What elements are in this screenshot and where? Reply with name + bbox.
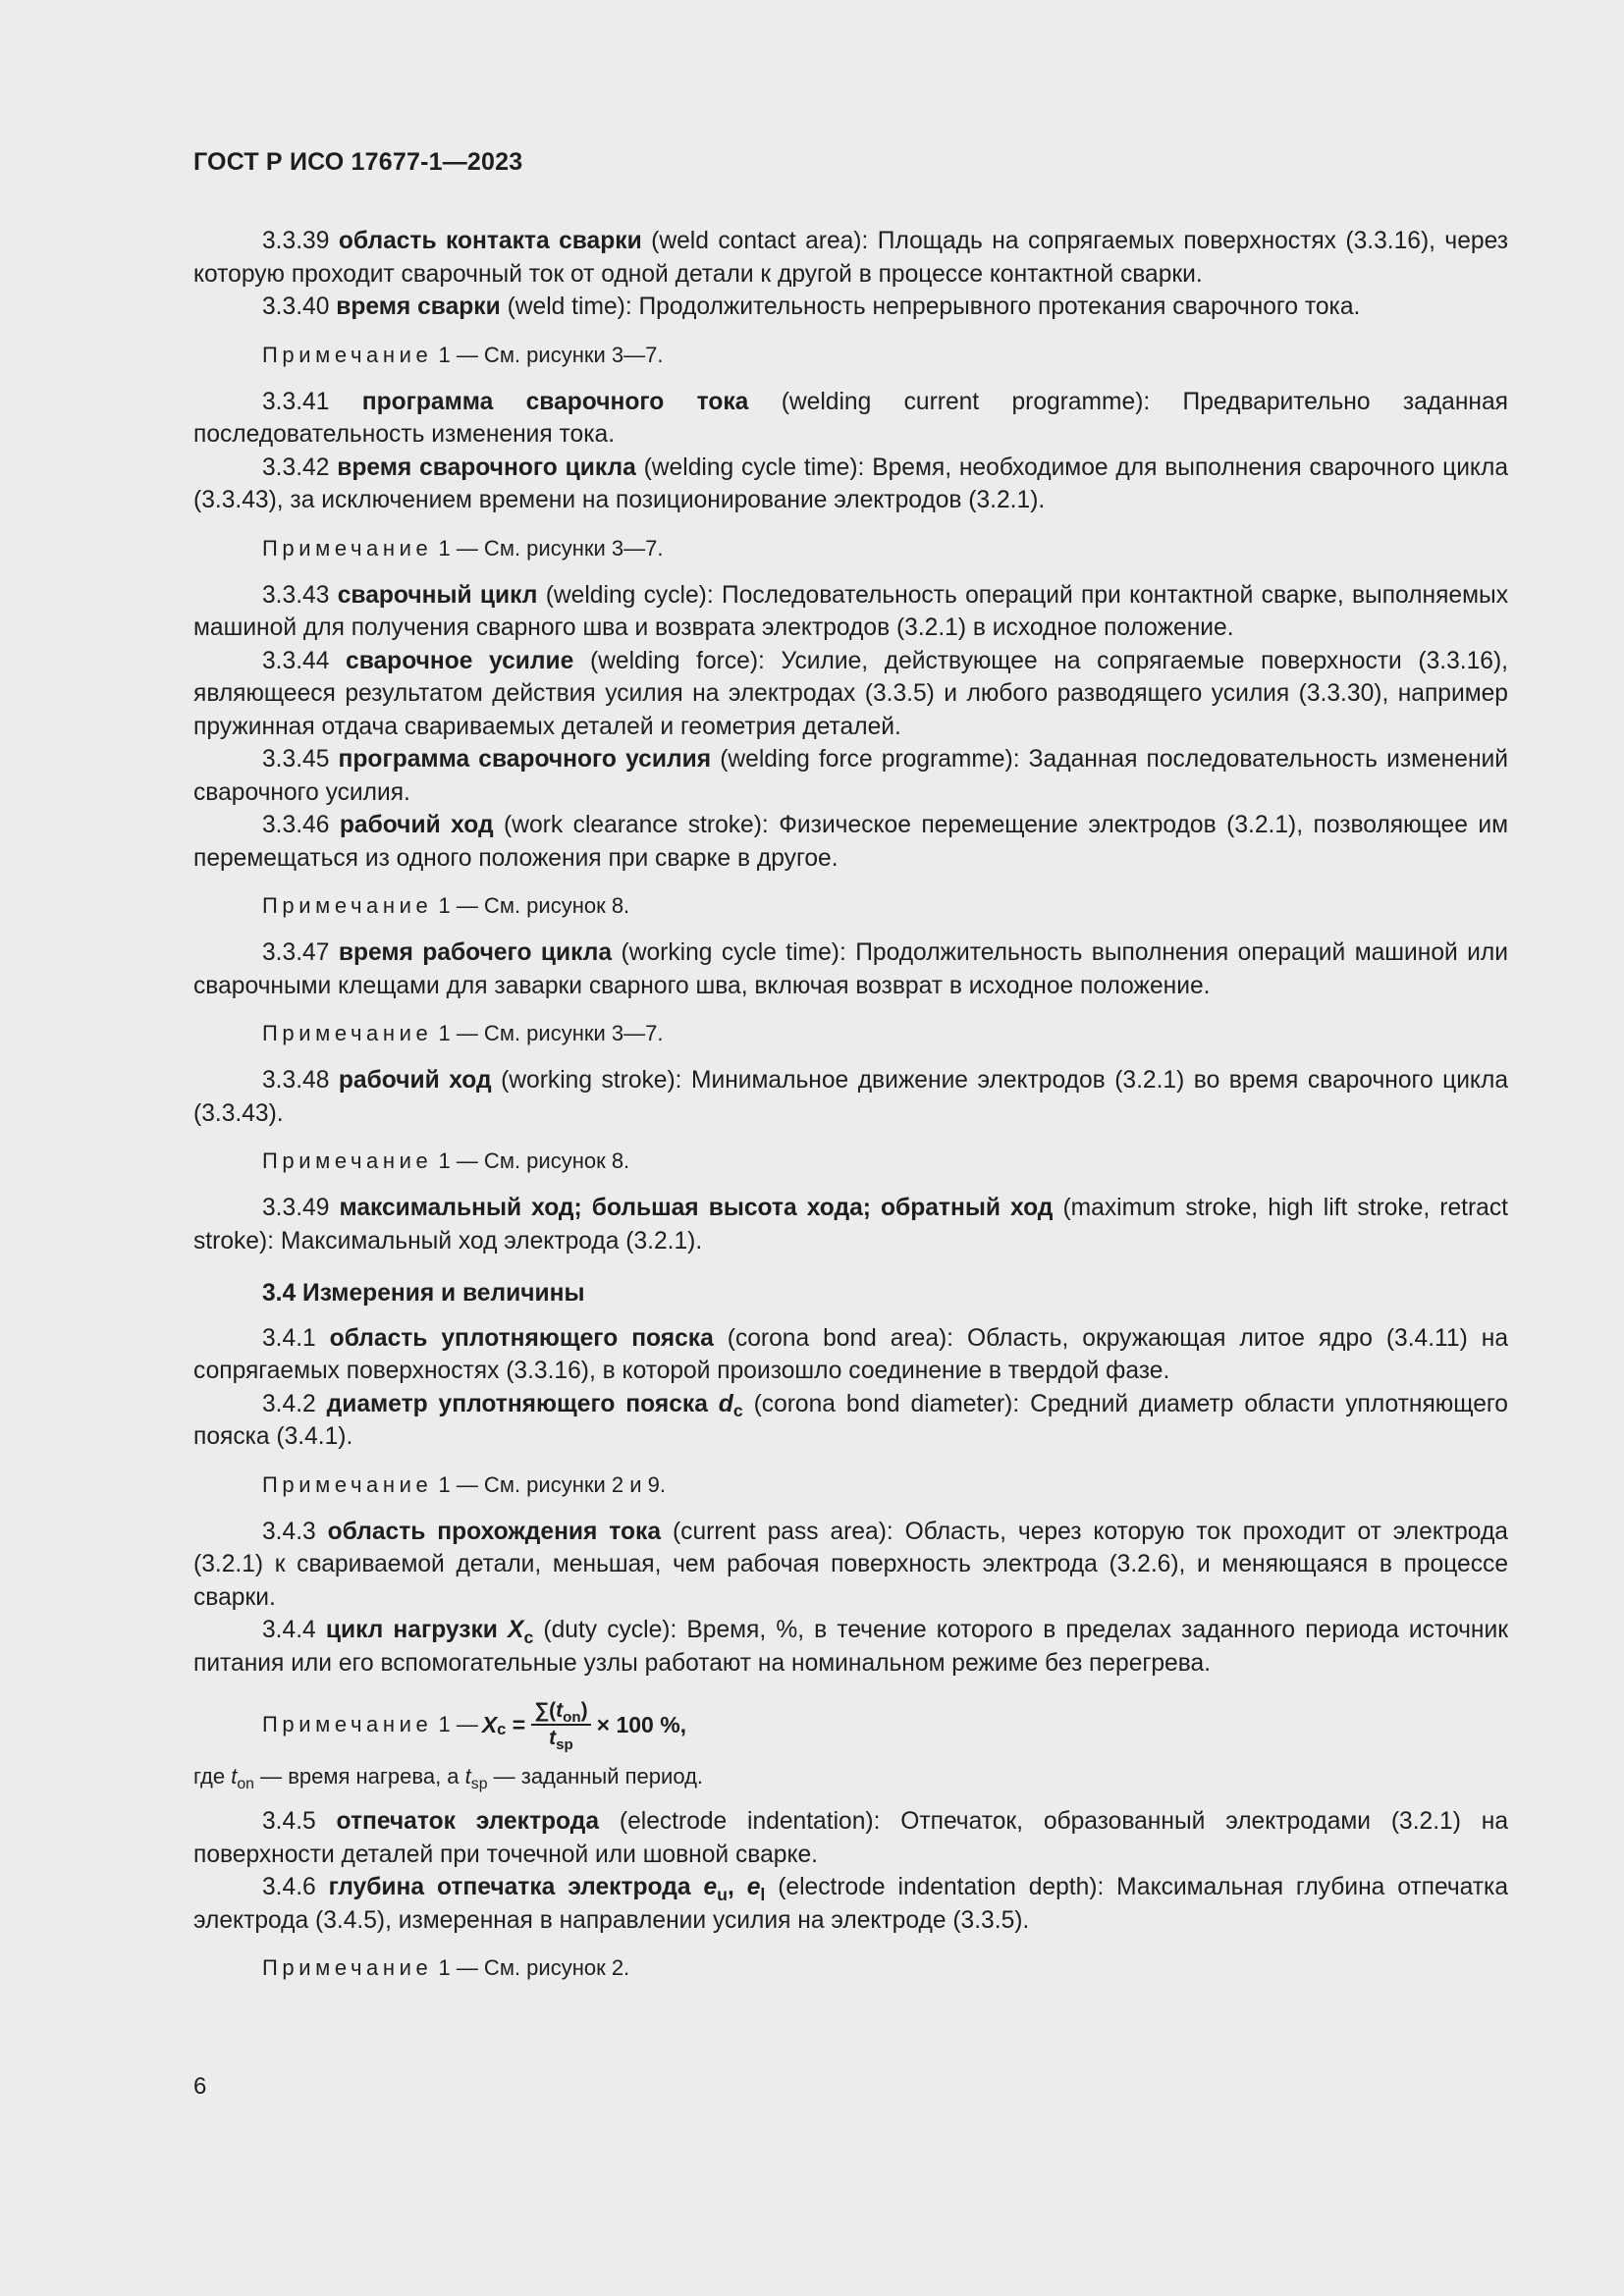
formula-rhs: × 100 %, (596, 1712, 687, 1737)
denominator-subscript: sp (556, 1735, 573, 1753)
term-3-4-5 (193, 1805, 1508, 1871)
term-name: рабочий ход (339, 812, 494, 838)
term-name: область прохождения тока (327, 1518, 662, 1545)
term-3-3-42 (193, 452, 1508, 517)
fraction-denominator (549, 1726, 573, 1753)
term-symbol: d (718, 1390, 733, 1417)
term-symbol-subscript: c (732, 1401, 743, 1421)
term-3-3-43 (193, 579, 1508, 645)
symbol-separator: , (727, 1874, 734, 1900)
term-definition: (working cycle time): Продолжительность выполнения операций машиной или сварочными клещами для заварки сварного шва, включая возврат в исходное положение. (193, 939, 1508, 999)
term-definition: (duty cycle): Время, %, в течение которого в пределах заданного периода источник питания или его вспомогательные узлы работают на номинальном режиме без перегрева. (193, 1617, 1508, 1677)
term-name: цикл нагрузки (325, 1617, 498, 1643)
term-3-3-48 (193, 1064, 1508, 1130)
legend-text: — заданный период. (493, 1764, 704, 1789)
section-heading: 3.4 Измерения и величины (262, 1280, 585, 1307)
note-text: 1 — См. рисунок 8. (438, 893, 630, 918)
term-symbol: X (508, 1617, 524, 1643)
note (262, 891, 1508, 921)
term-symbol-subscript: c (523, 1627, 534, 1647)
closing-paren: ) (580, 1699, 588, 1722)
term-name: сварочное усилие (346, 647, 574, 674)
formula-note (262, 1699, 1508, 1753)
formula-fraction (531, 1699, 590, 1753)
term-number: 3.3.45 (262, 746, 330, 773)
note (262, 341, 1508, 370)
term-number: 3.3.44 (262, 647, 330, 674)
term-name: область уплотняющего пояска (329, 1324, 714, 1352)
term-definition: (corona bond area): Область, окружающая литое ядро (3.4.11) на сопрягаемых поверхностях (3.3.16), в которой произошло соединение в твердой фазе. (193, 1324, 1508, 1384)
legend-text: где (193, 1764, 226, 1789)
term-number: 3.3.42 (262, 454, 330, 481)
note-text: 1 — См. рисунки 3—7. (438, 1021, 664, 1045)
note-label: Примечание (262, 1471, 433, 1497)
term-3-3-39 (193, 225, 1508, 291)
term-3-4-6 (193, 1871, 1508, 1937)
term-definition: (electrode indentation depth): Максимальная глубина отпечатка электрода (3.4.5), измеренная в направлении усилия на электроде (3.3.5). (193, 1874, 1509, 1934)
term-name: область контакта сварки (338, 228, 642, 254)
term-name: время сварки (336, 294, 501, 320)
note-label: Примечание (262, 1148, 433, 1173)
legend-symbol: t (464, 1764, 471, 1789)
term-name: время сварочного цикла (337, 454, 636, 481)
term-definition: (welding force programme): Заданная последовательность изменений сварочного усилия. (193, 746, 1508, 806)
term-definition: (maximum stroke, high lift stroke, retract stroke): Максимальный ход электрода (3.2.1). (193, 1195, 1508, 1255)
legend-subscript: sp (470, 1776, 488, 1793)
term-3-4-4 (193, 1614, 1508, 1680)
term-definition: (electrode indentation): Отпечаток, образованный электродами (3.2.1) на поверхности деталей при точечной или шовной сварке. (193, 1808, 1508, 1868)
document-body (193, 225, 1508, 1999)
note-text: 1 — См. рисунок 2. (438, 1955, 630, 1980)
note-label: Примечание (262, 342, 433, 367)
numerator-subscript: on (563, 1708, 581, 1726)
note-label: Примечание (262, 1955, 433, 1980)
term-number: 3.4.4 (262, 1617, 316, 1643)
term-name: время рабочего цикла (338, 939, 613, 966)
term-number: 3.3.40 (262, 294, 330, 320)
term-symbol-subscript: u (717, 1884, 728, 1904)
term-3-3-47 (193, 936, 1508, 1002)
legend-subscript: on (237, 1776, 254, 1793)
term-3-3-41 (193, 386, 1508, 452)
term-symbol: e (746, 1874, 761, 1900)
formula-legend (193, 1762, 1508, 1791)
note-label: Примечание (262, 893, 433, 918)
term-definition: (current pass area): Область, через которую ток проходит от электрода (3.2.1) к свариваемой детали, меньшая, чем рабочая поверхность электрода (3.2.6), и меняющаяся в процессе сварки. (193, 1518, 1508, 1611)
numerator-variable: t (556, 1699, 564, 1722)
term-definition: (corona bond diameter): Средний диаметр области уплотняющего пояска (3.4.1). (193, 1390, 1508, 1450)
note-label: Примечание (262, 535, 433, 561)
term-symbol-subscript: l (760, 1884, 766, 1904)
term-3-3-49 (193, 1192, 1508, 1257)
note-text: 1 — См. рисунки 3—7. (438, 535, 664, 561)
term-name: глубина отпечатка электрода (328, 1874, 691, 1900)
term-3-3-40 (193, 291, 1508, 324)
term-number: 3.4.3 (262, 1518, 316, 1545)
note-prefix: 1 — (438, 1712, 478, 1736)
note-text: 1 — См. рисунки 2 и 9. (438, 1471, 666, 1497)
term-number: 3.4.6 (262, 1874, 316, 1900)
note (262, 534, 1508, 563)
term-number: 3.4.2 (262, 1390, 316, 1417)
term-number: 3.3.39 (262, 228, 330, 254)
duty-cycle-formula: X c = $\frac{\sum(t_{on})}{t_{sp}}$ × 100 %, (481, 1699, 687, 1753)
note (262, 1019, 1508, 1048)
note (262, 1470, 1508, 1500)
term-number: 3.3.47 (262, 939, 330, 966)
term-number: 3.3.49 (262, 1195, 330, 1221)
term-definition: (welding cycle): Последовательность операций при контактной сварке, выполняемых машиной для получения сварного шва и возврата электродов (3.2.1) в исходное положение. (193, 581, 1508, 641)
note-text: 1 — См. рисунок 8. (438, 1148, 630, 1173)
note-label: Примечание (262, 1712, 433, 1736)
term-definition: (weld contact area): Площадь на сопрягаемых поверхностях (3.3.16), через которую проходит сварочный ток от одной детали к другой в процессе контактной сварки. (193, 228, 1508, 288)
term-3-4-3 (193, 1516, 1508, 1615)
term-name: программа сварочного усилия (338, 746, 712, 773)
term-name: сварочный цикл (337, 581, 538, 609)
term-definition: (welding current programme): Предварительно заданная последовательность изменения тока. (193, 388, 1508, 448)
term-name: диаметр уплотняющего пояска (326, 1390, 708, 1417)
page-number: 6 (193, 2073, 207, 2100)
denominator-variable: t (549, 1727, 557, 1749)
term-3-4-2 (193, 1388, 1508, 1454)
term-definition: (welding cycle time): Время, необходимое для выполнения сварочного цикла (3.3.43), за исключением времени на позиционирование электродов (3.2.1). (193, 454, 1508, 513)
term-name: рабочий ход (338, 1067, 492, 1094)
term-number: 3.4.1 (262, 1324, 316, 1352)
term-3-3-44 (193, 645, 1508, 744)
note (262, 1147, 1508, 1176)
legend-text: — время нагрева, а (260, 1764, 460, 1789)
term-number: 3.3.48 (262, 1067, 330, 1094)
term-definition: (work clearance stroke): Физическое перемещение электродов (3.2.1), позволяющее им перемещаться из одного положения при сварке в другое. (193, 812, 1508, 872)
term-number: 3.3.43 (262, 581, 330, 609)
term-symbol: e (703, 1874, 718, 1900)
term-name: отпечаток электрода (336, 1808, 600, 1835)
term-number: 3.3.46 (262, 812, 330, 838)
formula-equals: = (512, 1712, 526, 1737)
sum-symbol: ∑( (534, 1699, 557, 1722)
document-header: ГОСТ Р ИСО 17677-1—2023 (193, 148, 523, 176)
term-3-3-46 (193, 809, 1508, 875)
term-definition: (working stroke): Минимальное движение электродов (3.2.1) во время сварочного цикла (3.3.43). (193, 1067, 1508, 1127)
term-name: максимальный ход; большая высота хода; обратный ход (339, 1195, 1054, 1221)
term-3-4-1 (193, 1322, 1508, 1388)
term-definition: (weld time): Продолжительность непрерывного протекания сварочного тока. (507, 294, 1361, 320)
term-definition: (welding force): Усилие, действующее на сопрягаемые поверхности (3.3.16), являющееся результатом действия усилия на электродах (3.3.5) и любого разводящего усилия (3.3.30), например пружинная отдача свариваемых деталей и геометрия деталей. (193, 647, 1508, 740)
fraction-numerator (531, 1699, 590, 1726)
term-3-3-45 (193, 743, 1508, 809)
note (262, 1953, 1508, 1983)
term-number: 3.4.5 (262, 1808, 316, 1835)
term-number: 3.3.41 (262, 388, 330, 415)
note-label: Примечание (262, 1021, 433, 1045)
term-name: программа сварочного тока (361, 388, 749, 415)
note-text: 1 — См. рисунки 3—7. (438, 342, 664, 367)
formula-lhs: X (481, 1712, 498, 1737)
legend-symbol: t (231, 1764, 238, 1789)
